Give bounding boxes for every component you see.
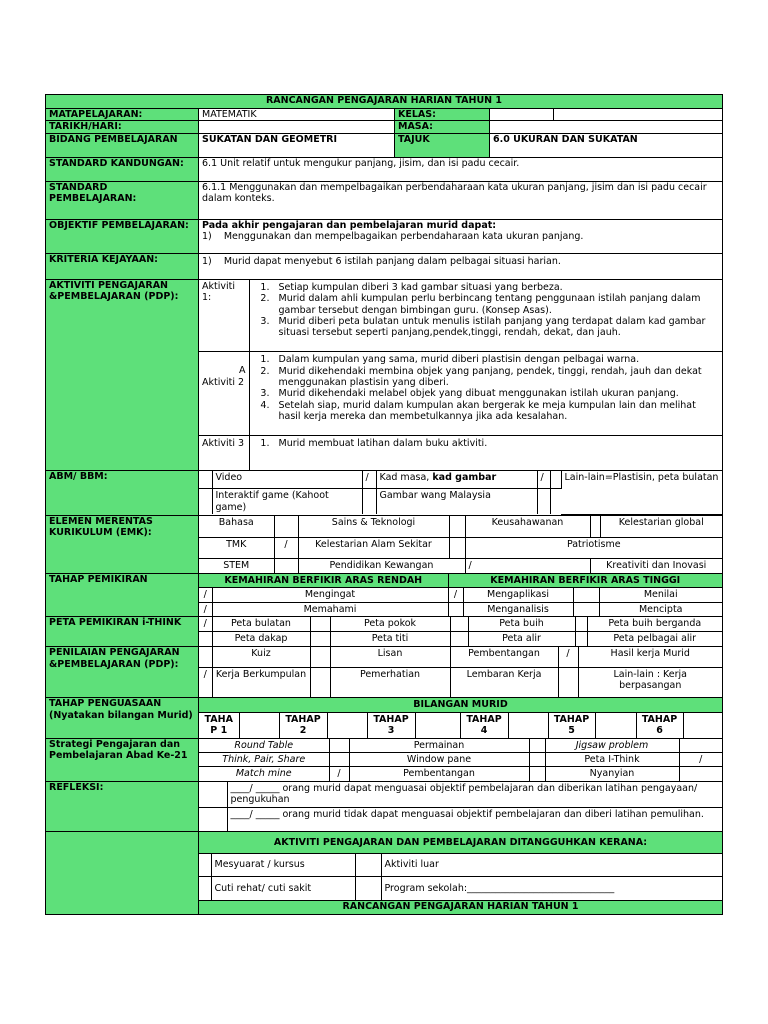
activity-step: 3. Murid diberi peta bulatan untuk menulis istilah panjang yang terdapat dalam kad gambar situasi tersebut seperti panjang,pendek,tinggi, rendah, dekat, dan jauh. bbox=[273, 316, 720, 339]
strategy-jigsaw: Jigsaw problem bbox=[545, 739, 679, 753]
assessment-label: PENILAIAN PENGAJARAN &PEMBELAJARAN (PDP): bbox=[46, 647, 199, 698]
abm-cell bbox=[199, 470, 723, 515]
objective-item: 1) Menggunakan dan mempelbagaikan perbendaharaan kata ukuran panjang. bbox=[202, 231, 584, 243]
abm-table bbox=[199, 471, 722, 515]
bulatan-mark: / bbox=[199, 617, 212, 631]
strategy-think: Think, Pair, Share bbox=[199, 753, 329, 767]
ithink-pokok: Peta pokok bbox=[330, 617, 450, 631]
assess-kerja: Kerja Berkumpulan bbox=[212, 667, 310, 697]
abm-lain: Lain-lain=Plastisin, peta bulatan bbox=[561, 471, 722, 514]
strategy-match: Match mine bbox=[199, 767, 329, 781]
learning-standard-value: 6.1.1 Menggunakan dan mempelbagaikan perbendaharaan kata ukuran panjang, jisim dan isi padu cecair dalam konteks. bbox=[199, 181, 723, 219]
assess-kuiz: Kuiz bbox=[212, 647, 310, 667]
aplikasi-mark: / bbox=[448, 588, 463, 603]
mastery-level-6: TAHAP 6 bbox=[636, 712, 683, 737]
assess-bentang: Pembentangan bbox=[450, 647, 558, 667]
emk-label: ELEMEN MERENTAS KURIKULUM (EMK): bbox=[46, 515, 199, 573]
topic-value: 6.0 UKURAN DAN SUKATAN bbox=[490, 133, 723, 157]
assess-perhatian: Pemerhatian bbox=[330, 667, 450, 697]
field-value: SUKATAN DAN GEOMETRI bbox=[199, 133, 395, 157]
reflection-table bbox=[199, 782, 722, 831]
emk-kewangan: Pendidikan Kewangan bbox=[298, 559, 465, 573]
ithink-cell bbox=[199, 617, 723, 647]
date-value bbox=[199, 121, 395, 133]
activities-cell bbox=[199, 279, 723, 470]
abm-kahoot: Interaktif game (Kahoot game) bbox=[212, 489, 362, 514]
strategy-round: Round Table bbox=[199, 739, 329, 753]
postponed-header: AKTIVITI PENGAJARAN DAN PEMBELAJARAN DITANGGUHKAN KERANA: bbox=[199, 832, 723, 854]
criteria-item: Murid dapat menyebut 6 istilah panjang dalam pelbagai situasi harian. bbox=[223, 255, 561, 267]
reflection-line-1: ____/ _____ orang murid dapat menguasai objektif pembelajaran dan diberikan latihan pengayaan/ pengukuhan bbox=[227, 782, 722, 807]
faham-mark: / bbox=[199, 603, 212, 617]
time-value bbox=[490, 121, 723, 133]
topic-label: TAJUK bbox=[395, 133, 490, 157]
postponed-cuti: Cuti rehat/ cuti sakit bbox=[211, 876, 355, 900]
activities-table bbox=[199, 280, 722, 470]
postponed-luar: Aktiviti luar bbox=[381, 854, 722, 876]
reflection-cell bbox=[199, 781, 723, 831]
objective-label: OBJEKTIF PEMBELAJARAN: bbox=[46, 219, 199, 253]
activity-1-steps bbox=[249, 280, 722, 352]
abm-label: ABM/ BBM: bbox=[46, 470, 199, 515]
activity-step: 2. Murid dalam ahli kumpulan perlu berbincang tentang penggunaan istilah panjang dalam gambar tersebut dengan bimbingan guru. (Konsep Asas). bbox=[273, 293, 720, 316]
mastery-level-2: TAHAP 2 bbox=[279, 712, 327, 737]
lesson-plan-sheet bbox=[45, 94, 722, 915]
postponed-cell bbox=[199, 854, 723, 901]
ithink-buih: Peta buih bbox=[468, 617, 575, 631]
strategy-table bbox=[199, 739, 722, 781]
ithink-titi: Peta titi bbox=[330, 631, 450, 646]
activity-step: 2. Murid dikehendaki membina objek yang panjang, pendek, tinggi, rendah, jauh dan dekat menggunakan plastisin yang diberi. bbox=[273, 366, 720, 389]
page-title: RANCANGAN PENGAJARAN HARIAN TAHUN 1 bbox=[46, 95, 723, 109]
thinking-ingat: Mengingat bbox=[212, 588, 448, 603]
mastery-cell bbox=[199, 698, 723, 738]
strategy-window: Window pane bbox=[349, 753, 529, 767]
activity-2-label: A Aktiviti 2 bbox=[199, 352, 249, 436]
ithink-berganda: Peta buih berganda bbox=[587, 617, 722, 631]
ithink-label: PETA PEMIKIRAN i-THINK bbox=[46, 617, 199, 647]
ingat-mark: / bbox=[199, 588, 212, 603]
assess-bentang-mark: / bbox=[558, 647, 578, 667]
emk-table bbox=[199, 516, 722, 573]
subject-label: MATAPELAJARAN: bbox=[46, 109, 199, 121]
emk-kreatif: Kreativiti dan Inovasi bbox=[606, 560, 707, 572]
thinking-low-header: KEMAHIRAN BERFIKIR ARAS RENDAH bbox=[199, 574, 448, 588]
activity-step: 1. Setiap kumpulan diberi 3 kad gambar situasi yang berbeza. bbox=[273, 282, 720, 293]
emk-tmk: TMK bbox=[199, 538, 274, 559]
time-label: MASA: bbox=[395, 121, 490, 133]
activity-step: 3. Murid dikehendaki melabel objek yang dibuat menggunakan istilah ukuran panjang. bbox=[273, 388, 720, 399]
thinking-table bbox=[199, 574, 722, 617]
activity-1-label: Aktiviti 1: bbox=[199, 280, 249, 352]
objective-cell bbox=[199, 219, 723, 253]
reflection-line-2: ____/ _____ orang murid tidak dapat menguasai objektif pembelajaran dan diberi latihan pemulihan. bbox=[230, 808, 704, 820]
abm-kad: Kad masa, kad gambar bbox=[376, 471, 537, 489]
mastery-level-4: TAHAP 4 bbox=[460, 712, 508, 737]
ithink-pelbagai: Peta pelbagai alir bbox=[613, 632, 697, 644]
activity-2-steps bbox=[249, 352, 722, 436]
assess-lain: Lain-lain : Kerja berpasangan bbox=[613, 668, 688, 692]
strategy-permainan: Permainan bbox=[349, 739, 529, 753]
postponed-mesyuarat: Mesyuarat / kursus bbox=[211, 854, 355, 876]
subject-value: MATEMATIK bbox=[199, 109, 395, 121]
class-label: KELAS: bbox=[395, 109, 490, 121]
content-standard-value: 6.1 Unit relatif untuk mengukur panjang, jisim, dan isi padu cecair. bbox=[199, 157, 723, 181]
abm-wang: Gambar wang Malaysia bbox=[376, 489, 537, 514]
emk-alam: Kelestarian Alam Sekitar bbox=[298, 538, 449, 559]
postponed-label-spacer bbox=[46, 832, 199, 915]
activity-step: 1. Murid membuat latihan dalam buku aktiviti. bbox=[273, 438, 720, 449]
assessment-table bbox=[199, 647, 722, 697]
postponed-table bbox=[199, 854, 722, 900]
strategy-pembentangan: Pembentangan bbox=[349, 767, 529, 781]
activity-step: 1. Dalam kumpulan yang sama, murid diberi plastisin dengan pelbagai warna. bbox=[273, 354, 720, 365]
emk-stem: STEM bbox=[199, 559, 274, 573]
field-label: BIDANG PEMBELAJARAN bbox=[46, 133, 199, 157]
mastery-level-5: TAHAP 5 bbox=[548, 712, 595, 737]
abm-kad-mark: / bbox=[537, 471, 550, 489]
activity-3-label: Aktiviti 3 bbox=[199, 436, 249, 470]
date-label: TARIKH/HARI: bbox=[46, 121, 199, 133]
emk-patriot: Patriotisme bbox=[465, 538, 722, 559]
emk-tmk-mark: / bbox=[274, 538, 298, 559]
assess-hasil: Hasil kerja Murid bbox=[578, 647, 722, 667]
mastery-level-3: TAHAP 3 bbox=[367, 712, 415, 737]
strategy-label: Strategi Pengajaran dan Pembelajaran Abad Ke-21 bbox=[46, 738, 199, 781]
thinking-nilai: Menilai bbox=[599, 588, 722, 603]
assess-lembaran: Lembaran Kerja bbox=[450, 667, 558, 697]
content-standard-label: STANDARD KANDUNGAN: bbox=[46, 157, 199, 181]
emk-sains: Sains & Teknologi bbox=[298, 516, 449, 538]
assess-lisan: Lisan bbox=[330, 647, 450, 667]
thinking-cell bbox=[199, 573, 723, 617]
mastery-table bbox=[199, 698, 722, 737]
strategy-nyanyian: Nyanyian bbox=[545, 767, 679, 781]
mastery-label: TAHAP PENGUASAAN (Nyatakan bilangan Murid) bbox=[46, 698, 199, 738]
ithink-dakap: Peta dakap bbox=[212, 631, 310, 646]
assessment-cell bbox=[199, 647, 723, 698]
learning-standard-label: STANDARD PEMBELAJARAN: bbox=[46, 181, 199, 219]
lesson-plan-table bbox=[45, 94, 723, 915]
mastery-count-header: BILANGAN MURID bbox=[199, 698, 722, 712]
strategy-match-mark: / bbox=[329, 767, 349, 781]
footer-title: RANCANGAN PENGAJARAN HARIAN TAHUN 1 bbox=[199, 901, 723, 915]
strategy-peta: Peta I-Think bbox=[545, 753, 679, 767]
postponed-program: Program sekolah:_______________________________ bbox=[384, 882, 615, 894]
abm-video: Video bbox=[212, 471, 362, 489]
thinking-high-header: KEMAHIRAN BERFIKIR ARAS TINGGI bbox=[448, 574, 722, 588]
emk-usahawan: Keusahawanan bbox=[465, 516, 590, 538]
ithink-bulatan: Peta bulatan bbox=[212, 617, 310, 631]
criteria-label: KRITERIA KEJAYAAN: bbox=[46, 253, 199, 279]
thinking-aplikasi: Mengaplikasi bbox=[463, 588, 573, 603]
strategy-cell bbox=[199, 738, 723, 781]
activities-label: AKTIVITI PENGAJARAN &PEMBELAJARAN (PDP): bbox=[46, 279, 199, 470]
strategy-peta-mark: / bbox=[679, 753, 722, 767]
mastery-level-1: TAHA P 1 bbox=[199, 712, 239, 737]
objective-intro: Pada akhir pengajaran dan pembelajaran murid dapat: bbox=[202, 219, 497, 231]
reflection-label: REFLEKSI: bbox=[46, 781, 199, 831]
thinking-label: TAHAP PEMIKIRAN bbox=[46, 573, 199, 617]
emk-bahasa: Bahasa bbox=[199, 516, 274, 538]
thinking-cipta: Mencipta bbox=[638, 604, 683, 616]
assess-kerja-mark: / bbox=[199, 667, 212, 697]
criteria-cell: 1) Murid dapat menyebut 6 istilah panjang dalam pelbagai situasi harian. bbox=[199, 253, 723, 279]
emk-cell bbox=[199, 515, 723, 573]
abm-video-mark: / bbox=[362, 471, 376, 489]
activity-step: 4. Setelah siap, murid dalam kumpulan akan bergerak ke meja kumpulan lain dan melihat hasil kerja mereka dan membetulkannya jika ada kesalahan. bbox=[273, 400, 720, 423]
thinking-analisis: Menganalisis bbox=[463, 603, 573, 617]
emk-kewangan-mark: / bbox=[465, 559, 590, 573]
ithink-table bbox=[199, 617, 722, 646]
ithink-alir: Peta alir bbox=[468, 631, 575, 646]
thinking-faham: Memahami bbox=[212, 603, 448, 617]
emk-global: Kelestarian global bbox=[600, 516, 722, 538]
activity-3-steps bbox=[249, 436, 722, 470]
class-value bbox=[490, 109, 723, 121]
